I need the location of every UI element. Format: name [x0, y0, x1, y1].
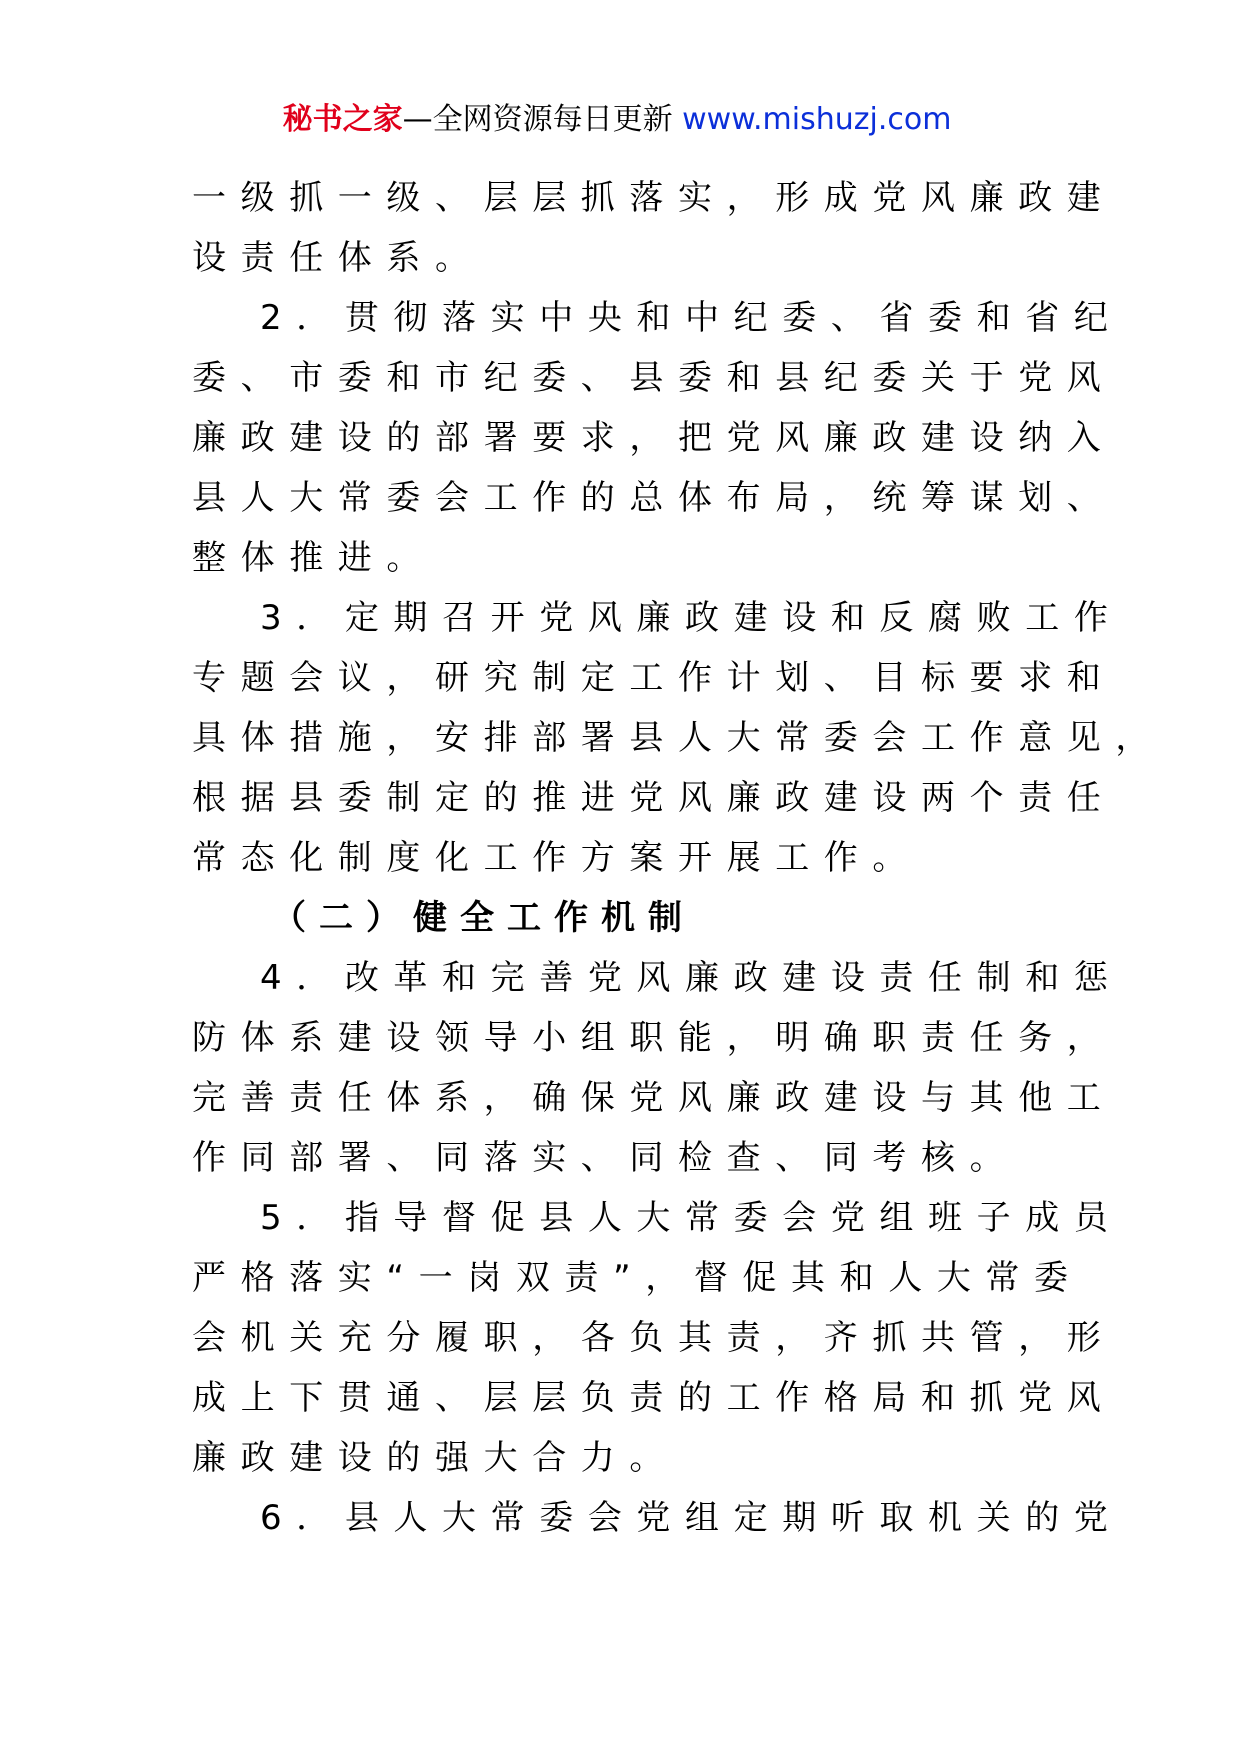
text-line: 具体措施，安排部署县人大常委会工作意见， [192, 718, 1164, 758]
text-line: 会机关充分履职，各负其责，齐抓共管，形 [192, 1318, 1116, 1358]
text-line: 完善责任体系，确保党风廉政建设与其他工 [192, 1078, 1116, 1118]
text-line: 专题会议，研究制定工作计划、目标要求和 [192, 658, 1116, 698]
text-line: 4．改革和完善党风廉政建设责任制和惩 [260, 958, 1123, 998]
text-line: 成上下贯通、层层负责的工作格局和抓党风 [192, 1378, 1116, 1418]
text-line: 廉政建设的部署要求，把党风廉政建设纳入 [192, 418, 1116, 458]
text-line: 防体系建设领导小组职能，明确职责任务， [192, 1018, 1116, 1058]
text-line: 2．贯彻落实中央和中纪委、省委和省纪 [260, 298, 1123, 338]
section-heading: （二）健全工作机制 [272, 898, 695, 938]
text-line: 整体推进。 [192, 538, 435, 578]
text-line: 根据县委制定的推进党风廉政建设两个责任 [192, 778, 1116, 818]
text-line: 6．县人大常委会党组定期听取机关的党 [260, 1498, 1123, 1538]
document-body [192, 168, 1164, 1548]
brand-name: 秘书之家 [282, 102, 403, 137]
text-line: 县人大常委会工作的总体布局，统筹谋划、 [192, 478, 1116, 518]
text-line: 作同部署、同落实、同检查、同考核。 [192, 1138, 1019, 1178]
text-line: 一级抓一级、层层抓落实，形成党风廉政建 [192, 178, 1116, 218]
page-header [0, 100, 1234, 140]
text-line: 常态化制度化工作方案开展工作。 [192, 838, 921, 878]
text-line: 设责任体系。 [192, 238, 484, 278]
text-line: 3．定期召开党风廉政建设和反腐败工作 [260, 598, 1123, 638]
site-url-link[interactable]: www.mishuzj.com [682, 102, 952, 137]
text-line: 严格落实“一岗双责”，督促其和人大常委 [192, 1258, 1083, 1298]
text-line: 廉政建设的强大合力。 [192, 1438, 678, 1478]
text-line: 委、市委和市纪委、县委和县纪委关于党风 [192, 358, 1116, 398]
text-line: 5．指导督促县人大常委会党组班子成员 [260, 1198, 1123, 1238]
header-tagline: —全网资源每日更新 [402, 102, 683, 137]
